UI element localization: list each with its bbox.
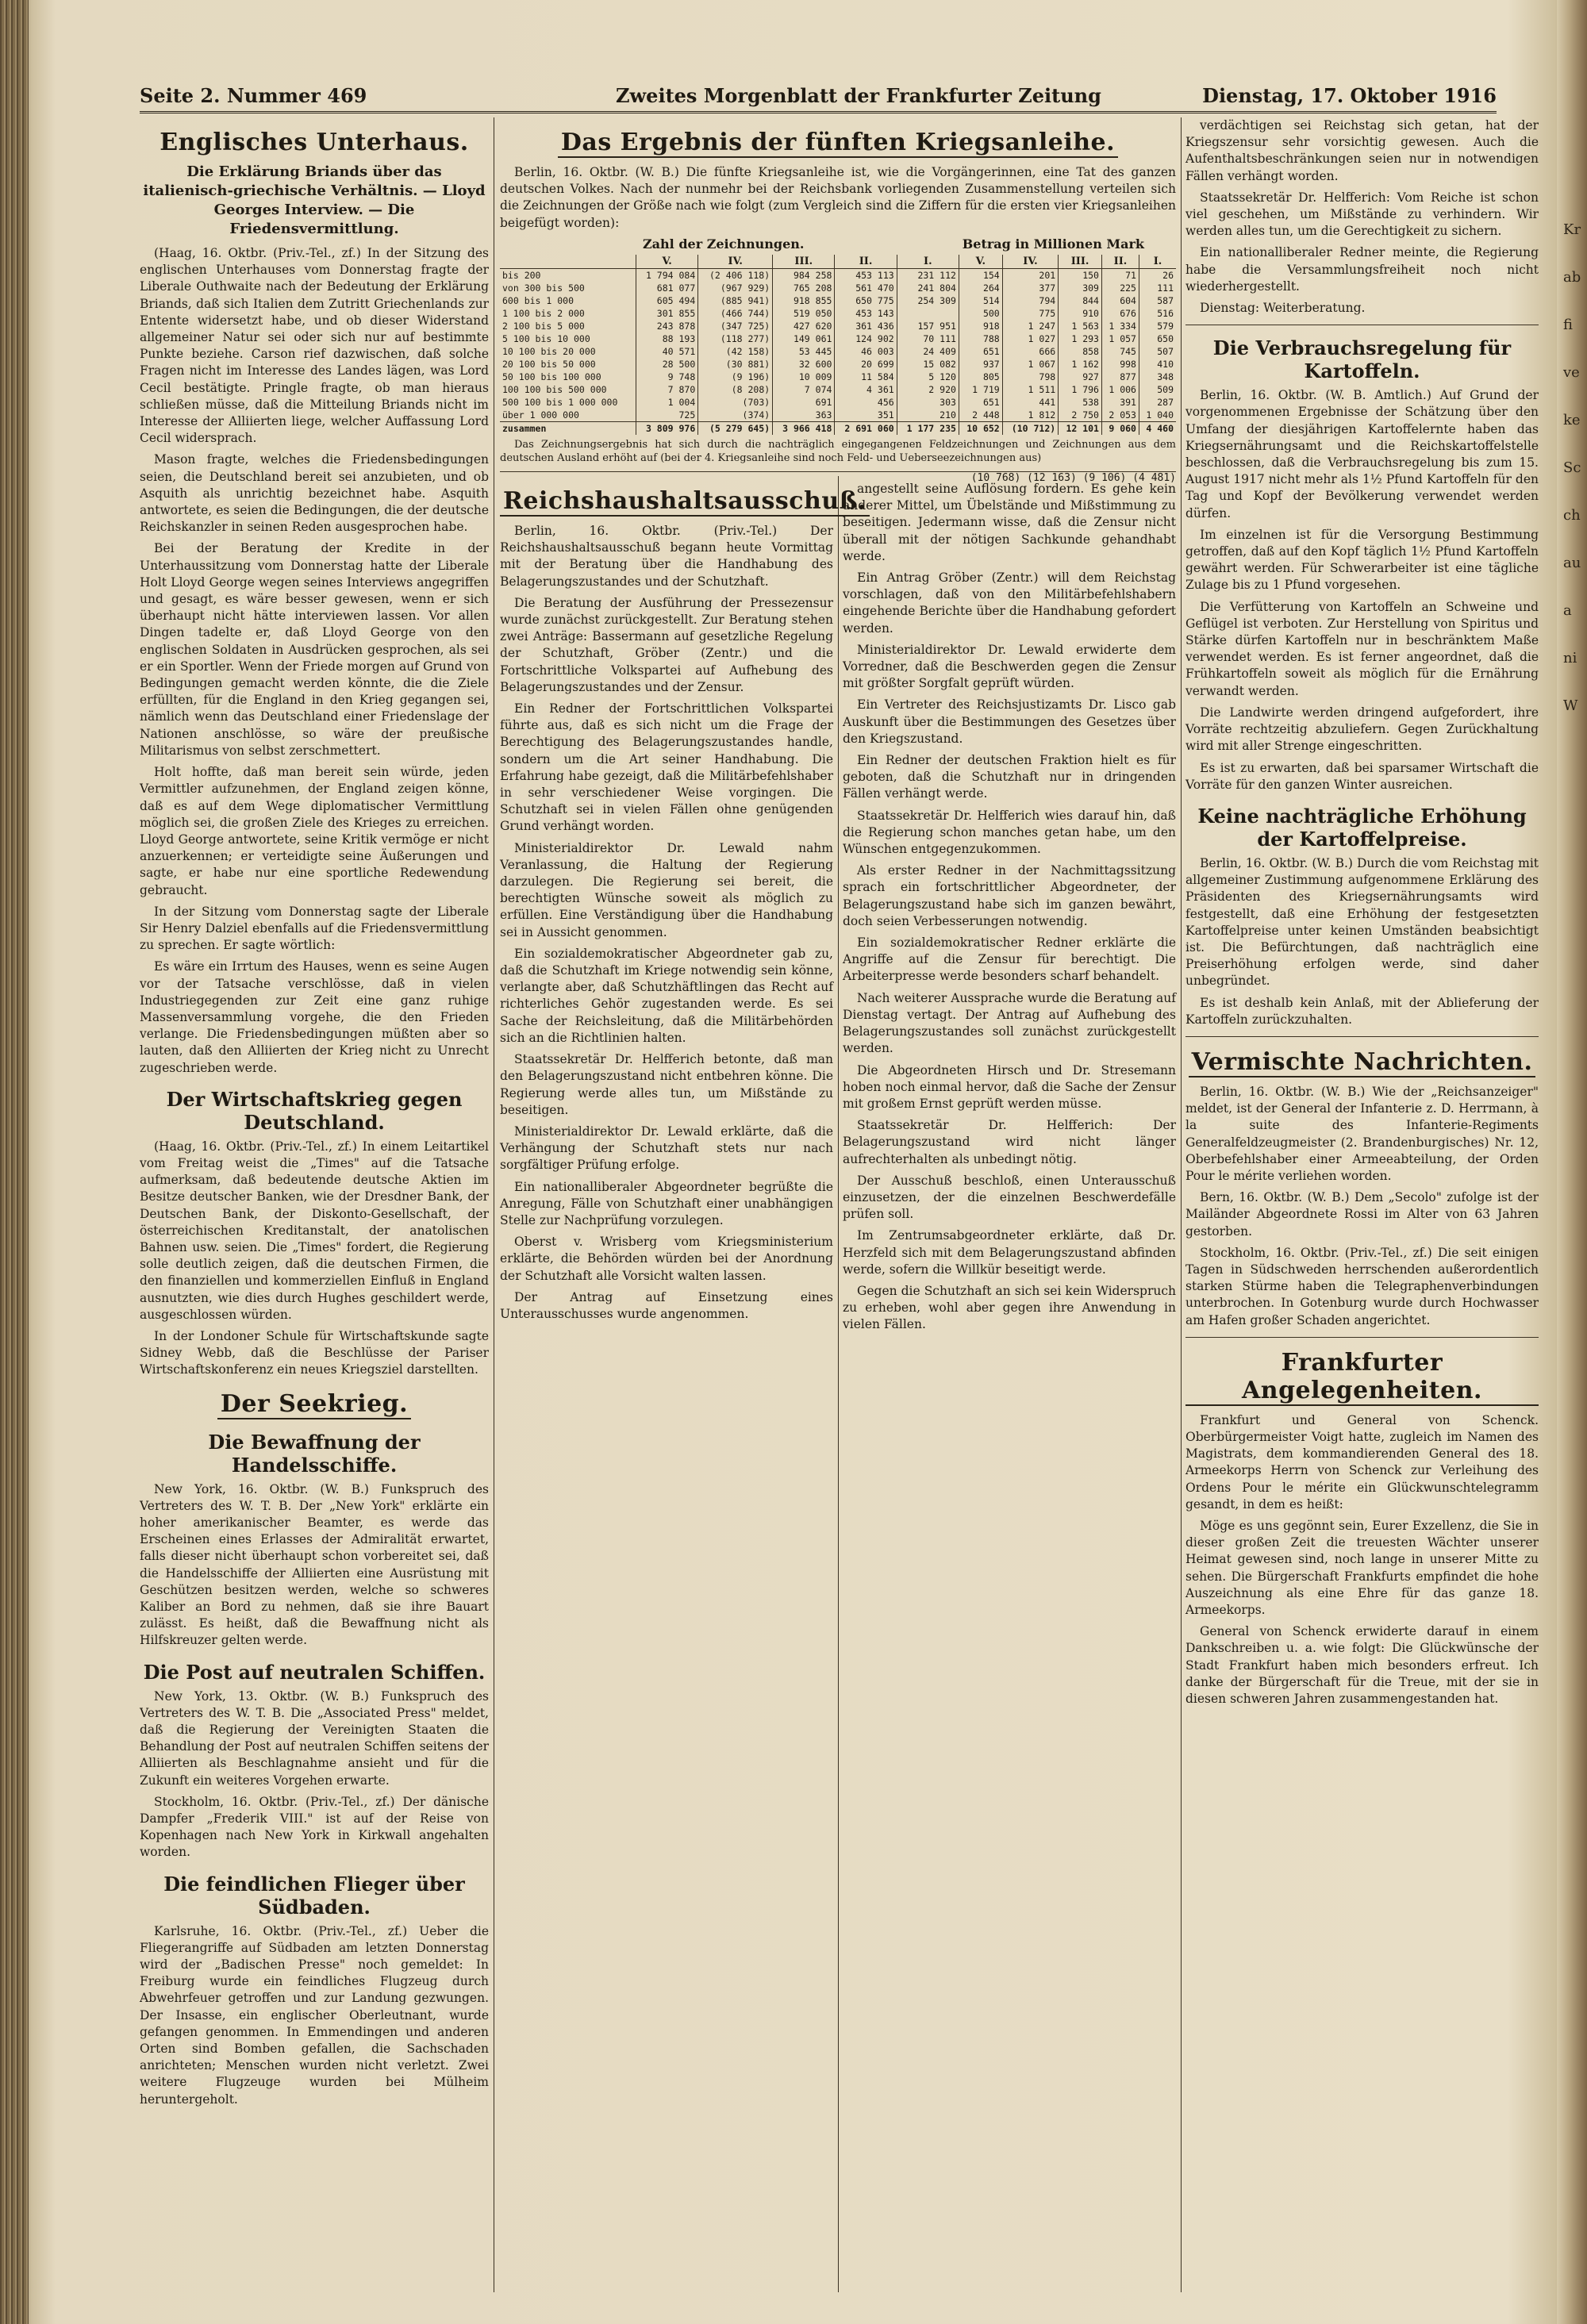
article-title: Der Wirtschaftskrieg gegen Deutschland. [166, 1087, 463, 1134]
paragraph: Der Ausschuß beschloß, einen Unterausschuß einzusetzen, der die einzelnen Beschwerdefälle prüfen soll. [843, 1173, 1176, 1222]
column-3 [843, 481, 1176, 2300]
article-title [500, 129, 1176, 158]
divider [1185, 1337, 1539, 1338]
table-cell: 516 [1139, 307, 1176, 320]
article-title: Englisches Unterhaus. [159, 129, 469, 156]
table-row [500, 371, 1176, 383]
next-page-fragment: Kr ab fi ve ke Sc ch au a ni W [1563, 221, 1581, 714]
table-cell: 15 082 [897, 358, 959, 371]
table-cell: 150 [1059, 268, 1102, 282]
section-title [1185, 1048, 1539, 1077]
table-cell: 241 804 [897, 282, 959, 294]
table-cell: 788 [959, 332, 1002, 345]
table-cell: 2 100 bis 5 000 [502, 320, 585, 332]
table-cell: 910 [1059, 307, 1102, 320]
table-column-header: V. [636, 255, 698, 269]
table-cell: 600 bis 1 000 [502, 294, 574, 306]
paragraph: General von Schenck erwiderte darauf in einem Dankschreiben u. a. wie folgt: Die Glückwünsche der Stadt Frankfurt haben mich besonders erfreut. Ich danke der Bürgerschaft für die Treue, mit der sie in diesen schweren Jahren zusammengestanden hat. [1185, 1624, 1539, 1707]
table-cell: 877 [1101, 371, 1139, 383]
table-row [500, 421, 1176, 435]
table-cell: (42 158) [698, 345, 773, 358]
table-cell: (9 196) [698, 371, 773, 383]
masthead-line [140, 84, 1497, 113]
table-cell: zusammen [500, 421, 636, 435]
table-cell: 1 796 [1059, 383, 1102, 396]
paragraph: Im Zentrumsabgeordneter erklärte, daß Dr. Herzfeld sich mit dem Belagerungszustand abfinden werde, sofern die Willkür beseitigt werde. [843, 1228, 1176, 1277]
table-cell: 798 [1002, 371, 1058, 383]
paragraph: Berlin, 16. Oktbr. (W. B.) Wie der „Reichsanzeiger" meldet, ist der General der Infanterie z. D. Herrmann, à la suite des Infanterie-Regiments Generalfeldzeugmeister (2. Brandenburgisches) Nr. 12, Oberbefehlshaber einer Armeeabteilung, der Orden Pour le mérite verliehen worden. [1185, 1084, 1539, 1183]
page-number: Seite 2. Nummer 469 [140, 84, 367, 107]
paragraph: Die Landwirte werden dringend aufgefordert, ihre Vorräte rechtzeitig abzuliefern. Gegen Zurückhaltung wird mit aller Strenge eingeschritten. [1185, 705, 1539, 754]
table-cell: 1 006 [1101, 383, 1139, 396]
table-cell: 88 193 [636, 332, 698, 345]
paragraph: Holt hoffte, daß man bereit sein würde, jeden Vermittler aufzunehmen, der England zeigen könne, daß es auf dem Wege diplomatischer Vermittlung möglich sei, die großen Ziele des Krieges zu erreichen. Lloyd George antwortete, seine Kritik vermöge er nicht anzuerkennen; er verteidigte seine Äußerungen und sagte, er habe nur eine sportliche Redewendung gebraucht. [140, 765, 489, 897]
paragraph: Bern, 16. Oktbr. (W. B.) Dem „Secolo" zufolge ist der Mailänder Abgeordnete Rossi im Alter von 63 Jahren gestorben. [1185, 1190, 1539, 1239]
paragraph: (Haag, 16. Oktbr. (Priv.-Tel., zf.) In einem Leitartikel vom Freitag weist die „Times" auf die Tatsache aufmerksam, daß bedeutende deutsche Aktien im Besitze deutscher Banken, wie der Dresdner Bank, der Deutschen Bank, der Diskonto-Gesellschaft, der österreichischen Kreditanstalt, der anatolischen Bahnen usw. seien. Die „Times" fordert, die Regierung solle deutlich zeigen, daß die deutschen Firmen, die den finanziellen und kommerziellen Einfluß in England ausnutzten, wie dies durch Hughes geschildert werde, ausgeschlossen würden. [140, 1139, 489, 1322]
paragraph: Oberst v. Wrisberg vom Kriegsministerium erklärte, die Behörden würden bei der Anordnung der Schutzhaft alle Vorsicht walten lassen. [500, 1235, 833, 1283]
table-row [500, 345, 1176, 358]
table-cell: 3 966 418 [773, 421, 835, 435]
table-column-header: II. [835, 255, 897, 269]
table-cell: (10 712) [1002, 421, 1058, 435]
table-cell: 50 100 bis 100 000 [502, 371, 601, 382]
table-cell: 651 [959, 345, 1002, 358]
table-cell: 40 571 [636, 345, 698, 358]
article-title [500, 487, 867, 517]
table-cell: 71 [1101, 268, 1139, 282]
table-cell: 691 [773, 396, 835, 409]
table-note-totals: (10 768) (12 163) (9 106) (4 481) [970, 471, 1176, 484]
table-cell: 20 100 bis 50 000 [502, 358, 596, 370]
table-cell: 5 120 [897, 371, 959, 383]
edition-title: Zweites Morgenblatt der Frankfurter Zeitung [616, 84, 1101, 107]
table-row [500, 358, 1176, 371]
table-cell: 225 [1101, 282, 1139, 294]
table-headings [500, 236, 1176, 252]
paragraph: Es wäre ein Irrtum des Hauses, wenn es seine Augen vor der Tatsache verschlösse, daß in vielen Industriegegenden zur Zeit eine ganz ruhige Massenversammlung vorgehe, die den Frieden verlange. Die Friedensbedingungen müßten aber so lauten, daß den Alliierten der Krieg nicht zu Unrecht zugeschrieben werde. [140, 959, 489, 1075]
table-cell: 157 951 [897, 320, 959, 332]
article-title: Keine nachträgliche Erhöhung der Kartoffelpreise. [1197, 804, 1527, 851]
table-cell: 650 [1139, 332, 1176, 345]
table-cell: 1 040 [1139, 409, 1176, 422]
table-row [500, 320, 1176, 332]
table-cell: 53 445 [773, 345, 835, 358]
table-cell: 1 057 [1101, 332, 1139, 345]
table-cell: 998 [1101, 358, 1139, 371]
table-cell: (967 929) [698, 282, 773, 294]
paragraph: Der Antrag auf Einsetzung eines Unterausschusses wurde angenommen. [500, 1289, 833, 1321]
table-column-header: II. [1101, 255, 1139, 269]
table-cell: 858 [1059, 345, 1102, 358]
table-cell: 377 [1002, 282, 1058, 294]
table-cell: 26 [1139, 268, 1176, 282]
table-right-heading: Betrag in Millionen Mark [962, 236, 1144, 252]
table-cell: 676 [1101, 307, 1139, 320]
column-4 [1185, 117, 1539, 2300]
table-cell: 844 [1059, 294, 1102, 307]
table-cell: (8 208) [698, 383, 773, 396]
table-cell: 650 775 [835, 294, 897, 307]
table-cell: über 1 000 000 [502, 409, 579, 421]
table-note: Das Zeichnungsergebnis hat sich durch die nachträglich eingegangenen Feldzeichnungen und Zeichnungen aus dem deutschen Ausland erhöht auf (bei der 4. Kriegsanleihe sind noch Feld- und Ueberseezeichnungen aus) [500, 438, 1176, 464]
article-body [140, 245, 489, 1077]
paragraph: Gegen die Schutzhaft an sich sei kein Widerspruch zu erheben, wohl aber gegen ihre Anwendung in vielen Fällen. [843, 1283, 1176, 1332]
table-cell: 2 448 [959, 409, 1002, 422]
table-cell: 1 027 [1002, 332, 1058, 345]
table-cell: 2 691 060 [835, 421, 897, 435]
table-cell: 2 053 [1101, 409, 1139, 422]
section-title-text: Vermischte Nachrichten. [1189, 1048, 1536, 1077]
table-cell: 4 460 [1139, 421, 1176, 435]
war-loan-article [500, 117, 1176, 484]
table-cell: 681 077 [636, 282, 698, 294]
article-title-text: Reichshaushaltsausschuß. [500, 487, 870, 517]
table-cell: 70 111 [897, 332, 959, 345]
table-cell: 264 [959, 282, 1002, 294]
article-title: Die Bewaffnung der Handelsschiffe. [208, 1430, 421, 1477]
table-cell: 1 812 [1002, 409, 1058, 422]
table-cell: 538 [1059, 396, 1102, 409]
table-left-heading: Zahl der Zeichnungen. [643, 236, 805, 252]
table-cell: (5 279 645) [698, 421, 773, 435]
table-cell: 918 855 [773, 294, 835, 307]
table-cell: 579 [1139, 320, 1176, 332]
column-rule [1181, 117, 1182, 2292]
table-cell: 1 004 [636, 396, 698, 409]
paragraph: New York, 16. Oktbr. (W. B.) Funkspruch des Vertreters des W. T. B. Der „New York" erklärte ein hoher amerikanischer Beamter, es werde das Erscheinen eines Erlasses der Admiralität erwartet, falls dieser nicht überhaupt schon vorbereitet sei, daß die Handelsschiffe der Alliierten eine Ausrüstung mit Geschützen besitzen werden, welche so schweres Kaliber an Bord zu nehmen, daß sie ihre Bauart zulässt. Es heißt, daß die Bewaffnung nicht als Hilfskreuzer gelten werde. [140, 1481, 489, 1648]
table-cell: 984 258 [773, 268, 835, 282]
next-page-edge [1557, 0, 1587, 2324]
paragraph: (Haag, 16. Oktbr. (Priv.-Tel., zf.) In der Sitzung des englischen Unterhauses vom Donnerstag fragte der Liberale Outhwaite nach der Bedeutung der Erklärung Briands, daß sich Italien dem Zutritt Griechenlands zur Entente widersetzt habe, und ob dieser Widerstand allgemeiner Natur sei oder sich nur auf bestimmte Punkte beziehe. Carson rief dazwischen, daß solche Fragen nicht im Interesse des Landes lägen, was Lord Cecil bestätigte. Pringle fragte, ob man hieraus schließen müsse, daß die Mitteilung Briands nicht im Interesse der Alliierten liege, welcher Auffassung Lord Cecil widersprach. [140, 246, 489, 446]
article-title: Die Post auf neutralen Schiffen. [143, 1660, 486, 1684]
section-title-text: Der Seekrieg. [217, 1390, 411, 1419]
table-cell: 775 [1002, 307, 1058, 320]
table-cell: 1 100 bis 2 000 [502, 307, 585, 319]
issue-date: Dienstag, 17. Oktober 1916 [1202, 84, 1497, 107]
table-cell: (703) [698, 396, 773, 409]
table-row [500, 396, 1176, 409]
table-cell: 309 [1059, 282, 1102, 294]
paragraph: Im einzelnen ist für die Versorgung Bestimmung getroffen, daß auf den Kopf täglich 1½ Pfund Kartoffeln gewährt werden. Für Schwerarbeiter ist eine tägliche Zulage bis zu 1 Pfund vorgesehen. [1185, 527, 1539, 593]
table-cell: 391 [1101, 396, 1139, 409]
table-cell: 111 [1139, 282, 1176, 294]
paragraph: Bei der Beratung der Kredite in der Unterhaussitzung vom Donnerstag hatte der Liberale Holt Lloyd George wegen seines Interviews angegriffen und gesagt, es wäre besser gewesen, wenn er sich überhaupt nicht hätte interviewen lassen. Vor allen Dingen tadelte er, daß Lloyd George von den englischen Soldaten in Ausdrücken gesprochen, als sei er ein Sportler. Wenn der Friede morgen auf Grund von Bedingungen gemacht werden könnte, die die Ziele erfüllten, für die England in den Krieg gegangen sei, nämlich wenn das Deutschland einer Friedenslage der Nationen anschlösse, so wäre der preußische Militarismus von selbst zerschmettert. [140, 541, 489, 758]
table-cell: 587 [1139, 294, 1176, 307]
article-title-text: Das Ergebnis der fünften Kriegsanleihe. [558, 129, 1118, 158]
table-cell: 507 [1139, 345, 1176, 358]
section-title-text: Frankfurter Angelegenheiten. [1185, 1349, 1539, 1406]
table-cell: 1 334 [1101, 320, 1139, 332]
paragraph: Staatssekretär Dr. Helfferich wies darauf hin, daß die Regierung schon manches getan habe, um den Wünschen entgegenzukommen. [843, 808, 1176, 857]
table-cell: 441 [1002, 396, 1058, 409]
table-cell: 2 750 [1059, 409, 1102, 422]
paragraph: Ein Redner der Fortschrittlichen Volkspartei führte aus, daß es sich nicht um die Frage der Berechtigung des Belagerungszustandes handle, sondern um die Art seiner Handhabung. Die Erfahrung habe gezeigt, daß die Militärbefehlshaber in sehr verschiedener Weise vorgingen. Die Schutzhaft sei in vielen Fällen ohne genügenden Grund verhängt worden. [500, 701, 833, 834]
table-cell: 303 [897, 396, 959, 409]
paragraph: Ein Redner der deutschen Fraktion hielt es für geboten, daß die Schutzhaft nur in dringenden Fällen verhängt werde. [843, 753, 1176, 801]
table-column-header: I. [897, 255, 959, 269]
paragraph: Ein sozialdemokratischer Abgeordneter gab zu, daß die Schutzhaft im Kriege notwendig sein könne, verlangte aber, daß Schutzhäftlingen das Recht auf richterliches Gehör zugestanden werde. Es sei Sache der Reichsleitung, daß die Militärbehörden sich an die Richtlinien halten. [500, 946, 833, 1045]
table-cell: 745 [1101, 345, 1139, 358]
paragraph: New York, 13. Oktbr. (W. B.) Funkspruch des Vertreters des W. T. B. Die „Associated Press" meldet, daß die Regierung der Vereinigten Staaten die Behandlung der Post auf neutralen Schiffen seitens der Alliierten als Beschlagnahme ansieht und für die Zukunft ein weiteres Vorgehen erwarte. [140, 1688, 489, 1788]
paragraph: Dienstag: Weiterberatung. [1200, 301, 1366, 316]
paragraph: Staatssekretär Dr. Helfferich betonte, daß man den Belagerungszustand nicht entbehren könne. Die Regierung werde alles tun, um Mißstände zu beseitigen. [500, 1052, 833, 1117]
article-title: Die feindlichen Flieger über Südbaden. [163, 1872, 465, 1919]
table-cell: 725 [636, 409, 698, 422]
table-cell: 805 [959, 371, 1002, 383]
paragraph: Staatssekretär Dr. Helfferich: Der Belagerungszustand wird nicht länger aufrechterhalten als unbedingt nötig. [843, 1118, 1176, 1166]
paragraph: Die Beratung der Ausführung der Pressezensur wurde zunächst zurückgestellt. Zur Beratung stehen zwei Anträge: Bassermann auf gesetzliche Regelung der Schutzhaft, Gröber (Zentr.) und die Fortschrittliche Volkspartei auf Aufhebung des Belagerungszustandes und der Zensur. [500, 595, 833, 694]
table-cell: 410 [1139, 358, 1176, 371]
paragraph: In der Sitzung vom Donnerstag sagte der Liberale Sir Henry Dalziel ebenfalls auf die Friedensvermittlung zu sprechen. Er sagte wörtlich: [140, 904, 489, 953]
paragraph: Stockholm, 16. Oktbr. (Priv.-Tel., zf.) Die seit einigen Tagen in Südschweden herrschenden außerordentlich starken Stürme haben die Telegraphenverbindungen unterbrochen. In Gotenburg wurde durch Hochwasser am Hafen großer Schaden angerichtet. [1185, 1245, 1539, 1327]
table-cell: 243 878 [636, 320, 698, 332]
paragraph: Möge es uns gegönnt sein, Eurer Exzellenz, die Sie in dieser großen Zeit die treuesten Wächter unserer Heimat gewesen sind, noch lange in unserer Mitte zu sehen. Die Bürgerschaft Frankfurts empfindet die hohe Auszeichnung als eine Ehre für das ganze 18. Armeekorps. [1185, 1519, 1539, 1618]
article-title: Die Verbrauchsregelung für Kartoffeln. [1212, 336, 1512, 383]
section-title [1185, 1349, 1539, 1406]
paragraph: Berlin, 16. Oktbr. (W. B. Amtlich.) Auf Grund der vorgenommenen Ergebnisse der Schätzung über den Umfang der diesjährigen Kartoffelernte haben das Kriegsernährungsamt und die Reichskartoffelstelle beschlossen, daß die Verbrauchsregelung bis zum 15. August 1917 nicht mehr als 1½ Pfund Kartoffeln für den Tag und Kopf der Bevölkerung verwendet werden dürfen. [1185, 388, 1539, 520]
table-cell: 3 809 976 [636, 421, 698, 435]
table-row [500, 268, 1176, 282]
table-cell: 651 [959, 396, 1002, 409]
table-row [500, 383, 1176, 396]
table-cell: 514 [959, 294, 1002, 307]
table-cell: 9 060 [1101, 421, 1139, 435]
table-cell: 12 101 [1059, 421, 1102, 435]
table-cell: 509 [1139, 383, 1176, 396]
paragraph: Es ist zu erwarten, daß bei sparsamer Wirtschaft die Vorräte für den ganzen Winter ausreichen. [1185, 760, 1539, 792]
paragraph: Ministerialdirektor Dr. Lewald nahm Veranlassung, die Haltung der Regierung darzulegen. Die Regierung sei bereit, die berechtigten Wünsche soweit als möglich zu erfüllen. Eine Verständigung über die Handhabung sei in Aussicht genommen. [500, 840, 833, 939]
table-cell: 519 050 [773, 307, 835, 320]
paragraph: verdächtigen sei Reichstag sich getan, hat der Kriegszensur sehr vorsichtig gewesen. Auch die Aufenthaltsbeschränkungen seien nur in notwendigen Fällen verhängt worden. [1185, 118, 1539, 183]
table-row [500, 294, 1176, 307]
table-cell: 561 470 [835, 282, 897, 294]
table-cell: 32 600 [773, 358, 835, 371]
book-binding [0, 0, 29, 2324]
table-cell: (2 406 118) [698, 268, 773, 282]
article-subtitle: Die Erklärung Briands über das italienisch-griechische Verhältnis. — Lloyd Georges Interview. — Die Friedensvermittlung. [143, 163, 486, 237]
table-cell: 500 [959, 307, 1002, 320]
table-column-header [500, 255, 636, 269]
paragraph: Ministerialdirektor Dr. Lewald erwiderte dem Vorredner, daß die Beschwerden gegen die Zensur mit größter Sorgfalt geprüft würden. [843, 642, 1176, 691]
table-cell: (347 725) [698, 320, 773, 332]
table-cell: 11 584 [835, 371, 897, 383]
table-cell: (885 941) [698, 294, 773, 307]
table-cell: 2 920 [897, 383, 959, 396]
table-cell: 500 100 bis 1 000 000 [502, 396, 618, 408]
paragraph: Es ist deshalb kein Anlaß, mit der Ablieferung der Kartoffeln zurückzuhalten. [1185, 995, 1539, 1027]
table-cell: bis 200 [502, 269, 541, 281]
divider [1185, 1036, 1539, 1037]
table-cell: 605 494 [636, 294, 698, 307]
table-cell: 10 100 bis 20 000 [502, 345, 596, 357]
table-cell: 1 293 [1059, 332, 1102, 345]
table-column-header: I. [1139, 255, 1176, 269]
table-cell: 604 [1101, 294, 1139, 307]
table-cell: 363 [773, 409, 835, 422]
table-cell: 361 436 [835, 320, 897, 332]
table-cell: 927 [1059, 371, 1102, 383]
paragraph: Ein nationalliberaler Redner meinte, die Regierung habe die Versammlungsfreiheit noch nicht wiederhergestellt. [1185, 245, 1539, 294]
table-cell: 7 870 [636, 383, 698, 396]
table-cell: 453 143 [835, 307, 897, 320]
table-cell: 254 309 [897, 294, 959, 307]
paragraph: Die Abgeordneten Hirsch und Dr. Stresemann hoben noch einmal hervor, daß die Sache der Zensur mit großem Ernst geprüft werden müsse. [843, 1062, 1176, 1111]
table-cell: 937 [959, 358, 1002, 371]
table-cell: (118 277) [698, 332, 773, 345]
war-loan-table [500, 255, 1176, 435]
paragraph: Ein Antrag Gröber (Zentr.) will dem Reichstag vorschlagen, daß von den Militärbefehlshabern eingehende Berichte über die Handhabung gefordert werden. [843, 570, 1176, 636]
table-row [500, 282, 1176, 294]
table-cell: 5 100 bis 10 000 [502, 332, 590, 344]
table-column-header: V. [959, 255, 1002, 269]
paragraph: In der Londoner Schule für Wirtschaftskunde sagte Sidney Webb, daß die Beschlüsse der Pariser Wirtschaftskonferenz ein neues Kriegsziel darstellten. [140, 1328, 489, 1377]
paragraph: Als erster Redner in der Nachmittagssitzung sprach ein fortschrittlicher Abgeordneter, der Belagerungszustand habe sich im ganzen bewährt, doch seien Verbesserungen notwendig. [843, 863, 1176, 928]
table-cell: 149 061 [773, 332, 835, 345]
table-column-header: III. [1059, 255, 1102, 269]
table-cell: 918 [959, 320, 1002, 332]
paragraph: Ein nationalliberaler Abgeordneter begrüßte die Anregung, Fälle von Schutzhaft einer unabhängigen Stelle zur Nachprüfung vorzulegen. [500, 1179, 833, 1227]
column-2 [500, 476, 867, 2300]
table-cell: 46 003 [835, 345, 897, 358]
table-row [500, 307, 1176, 320]
table-cell: 1 067 [1002, 358, 1058, 371]
column-1 [140, 117, 489, 2300]
table-cell: 154 [959, 268, 1002, 282]
table-cell: 427 620 [773, 320, 835, 332]
paragraph: Berlin, 16. Oktbr. (Priv.-Tel.) Der Reichshaushaltsausschuß begann heute Vormittag mit der Beratung über die Handhabung des Belagerungszustandes und der Schutzhaft. [500, 524, 833, 589]
table-header-row [500, 255, 1176, 269]
table-cell: (374) [698, 409, 773, 422]
table-cell: (466 744) [698, 307, 773, 320]
paragraph: Frankfurt und General von Schenck. Oberbürgermeister Voigt hatte, zugleich im Namen des Magistrats, dem kommandierenden General des 18. Armeekorps Herrn von Schenck zur Verleihung des Ordens Pour le mérite ein Glückwunschtelegramm gesandt, in dem es heißt: [1185, 1412, 1539, 1512]
paragraph: Nach weiterer Aussprache wurde die Beratung auf Dienstag vertagt. Der Antrag auf Aufhebung des Belagerungszustandes soll zunächst zurückgestellt werden. [843, 990, 1176, 1056]
table-cell: 4 361 [835, 383, 897, 396]
column-rule [838, 476, 839, 2292]
paragraph: Stockholm, 16. Oktbr. (Priv.-Tel., zf.) Der dänische Dampfer „Frederik VIII." ist auf der Reise von Kopenhagen nach New York in Kirkwall angehalten worden. [140, 1794, 489, 1860]
table-cell: 1 563 [1059, 320, 1102, 332]
table-cell: 210 [897, 409, 959, 422]
table-row [500, 409, 1176, 422]
paragraph: Karlsruhe, 16. Oktbr. (Priv.-Tel., zf.) Ueber die Fliegerangriffe auf Südbaden am letzten Donnerstag wird der „Badischen Presse" noch gemeldet: In Freiburg wurde ein feindliches Flugzeug durch Abwehrfeuer getroffen und zur Landung gezwungen. Der Insasse, ein englischer Oberleutnant, wurde gefangen genommen. In Emmendingen und anderen Orten sind Bomben gefallen, die Sachschaden anrichteten; Menschen wurden nicht verletzt. Zwei weitere Flugzeuge wurden bei Mülheim heruntergeholt. [140, 1923, 489, 2107]
table-cell: von 300 bis 500 [502, 282, 585, 294]
table-cell: 1 719 [959, 383, 1002, 396]
paragraph: angestellt seine Auflösung fordern. Es gehe kein anderer Mittel, um Übelstände und Mißstimmung zu beseitigen. Jedermann wisse, daß die Zensur nicht überall mit der nötigen Sachkunde gehandhabt werde. [843, 482, 1176, 563]
table-cell: 24 409 [897, 345, 959, 358]
table-cell: 201 [1002, 268, 1058, 282]
paragraph: Ein Vertreter des Reichsjustizamts Dr. Lisco gab Auskunft über die Bestimmungen des Gesetzes über den Kriegszustand. [843, 697, 1176, 746]
table-cell: 231 112 [897, 268, 959, 282]
section-title [140, 1390, 489, 1419]
table-cell: 287 [1139, 396, 1176, 409]
table-cell: 1 247 [1002, 320, 1058, 332]
table-cell: 9 748 [636, 371, 698, 383]
table-column-header: IV. [1002, 255, 1058, 269]
table-cell: 124 902 [835, 332, 897, 345]
paragraph: Ein sozialdemokratischer Redner erklärte die Angriffe auf die Zensur für berechtigt. Die Arbeiterpresse werde besonders scharf behandelt. [843, 935, 1176, 984]
table-cell: 348 [1139, 371, 1176, 383]
table-cell: 10 009 [773, 371, 835, 383]
table-cell: 1 162 [1059, 358, 1102, 371]
table-cell: 765 208 [773, 282, 835, 294]
table-row [500, 332, 1176, 345]
paragraph: Berlin, 16. Oktbr. (W. B.) Durch die vom Reichstag mit allgemeiner Zustimmung aufgenommene Erklärung des Präsidenten des Kriegsernährungsamts wird festgestellt, daß eine Erhöhung der festgesetzten Kartoffelpreise unter keinen Umständen beabsichtigt ist. Die Befürchtungen, daß nachträglich eine Preiserhöhung erfolgen werde, sind daher unbegründet. [1185, 855, 1539, 989]
table-cell: 28 500 [636, 358, 698, 371]
paragraph: Berlin, 16. Oktbr. (W. B.) Die fünfte Kriegsanleihe ist, wie die Vorgängerinnen, eine Tat des ganzen deutschen Volkes. Nach der nunmehr bei der Reichsbank vorliegenden Zusammenstellung verteilen sich die Zeichnungen der Größe nach wie folgt (zum Vergleich sind die Ziffern für die ersten vier Kriegsanleihen beigefügt worden): [500, 165, 1176, 230]
paragraph: Staatssekretär Dr. Helfferich: Vom Reiche ist schon viel geschehen, um Mißstände zu verhindern. Wir werden alles tun, um die Gerechtigkeit zu sichern. [1185, 190, 1539, 239]
table-cell: 1 794 084 [636, 268, 698, 282]
table-cell: 453 113 [835, 268, 897, 282]
table-cell: 1 511 [1002, 383, 1058, 396]
table-cell: 100 100 bis 500 000 [502, 383, 607, 395]
table-cell: (30 881) [698, 358, 773, 371]
table-cell: 7 074 [773, 383, 835, 396]
paragraph: Die Verfütterung von Kartoffeln an Schweine und Geflügel ist verboten. Zur Herstellung von Spiritus und Stärke dürfen Kartoffeln nur in beschränktem Maße verwendet werden. Es ist ferner angeordnet, daß die Frühkartoffeln soweit als möglich für die Ernährung verwandt werden. [1185, 599, 1539, 698]
table-cell: 666 [1002, 345, 1058, 358]
table-cell: 10 652 [959, 421, 1002, 435]
table-cell: 794 [1002, 294, 1058, 307]
table-column-header: IV. [698, 255, 773, 269]
table-cell: 301 855 [636, 307, 698, 320]
table-cell: 20 699 [835, 358, 897, 371]
paragraph: Ministerialdirektor Dr. Lewald erklärte, daß die Verhängung der Schutzhaft stets nur nach sorgfältiger Prüfung erfolge. [500, 1124, 833, 1173]
paragraph: Mason fragte, welches die Friedensbedingungen seien, die Deutschland bereit sei anzubieten, und ob Asquith als unrichtig bezeichnet habe. Asquith antwortete, es seien die Bedingungen, die der deutsche Reichskanzler in seinen Reden ausgesprochen habe. [140, 452, 489, 535]
table-cell: 351 [835, 409, 897, 422]
table-cell [897, 307, 959, 320]
table-cell: 1 177 235 [897, 421, 959, 435]
table-cell: 456 [835, 396, 897, 409]
table-column-header: III. [773, 255, 835, 269]
